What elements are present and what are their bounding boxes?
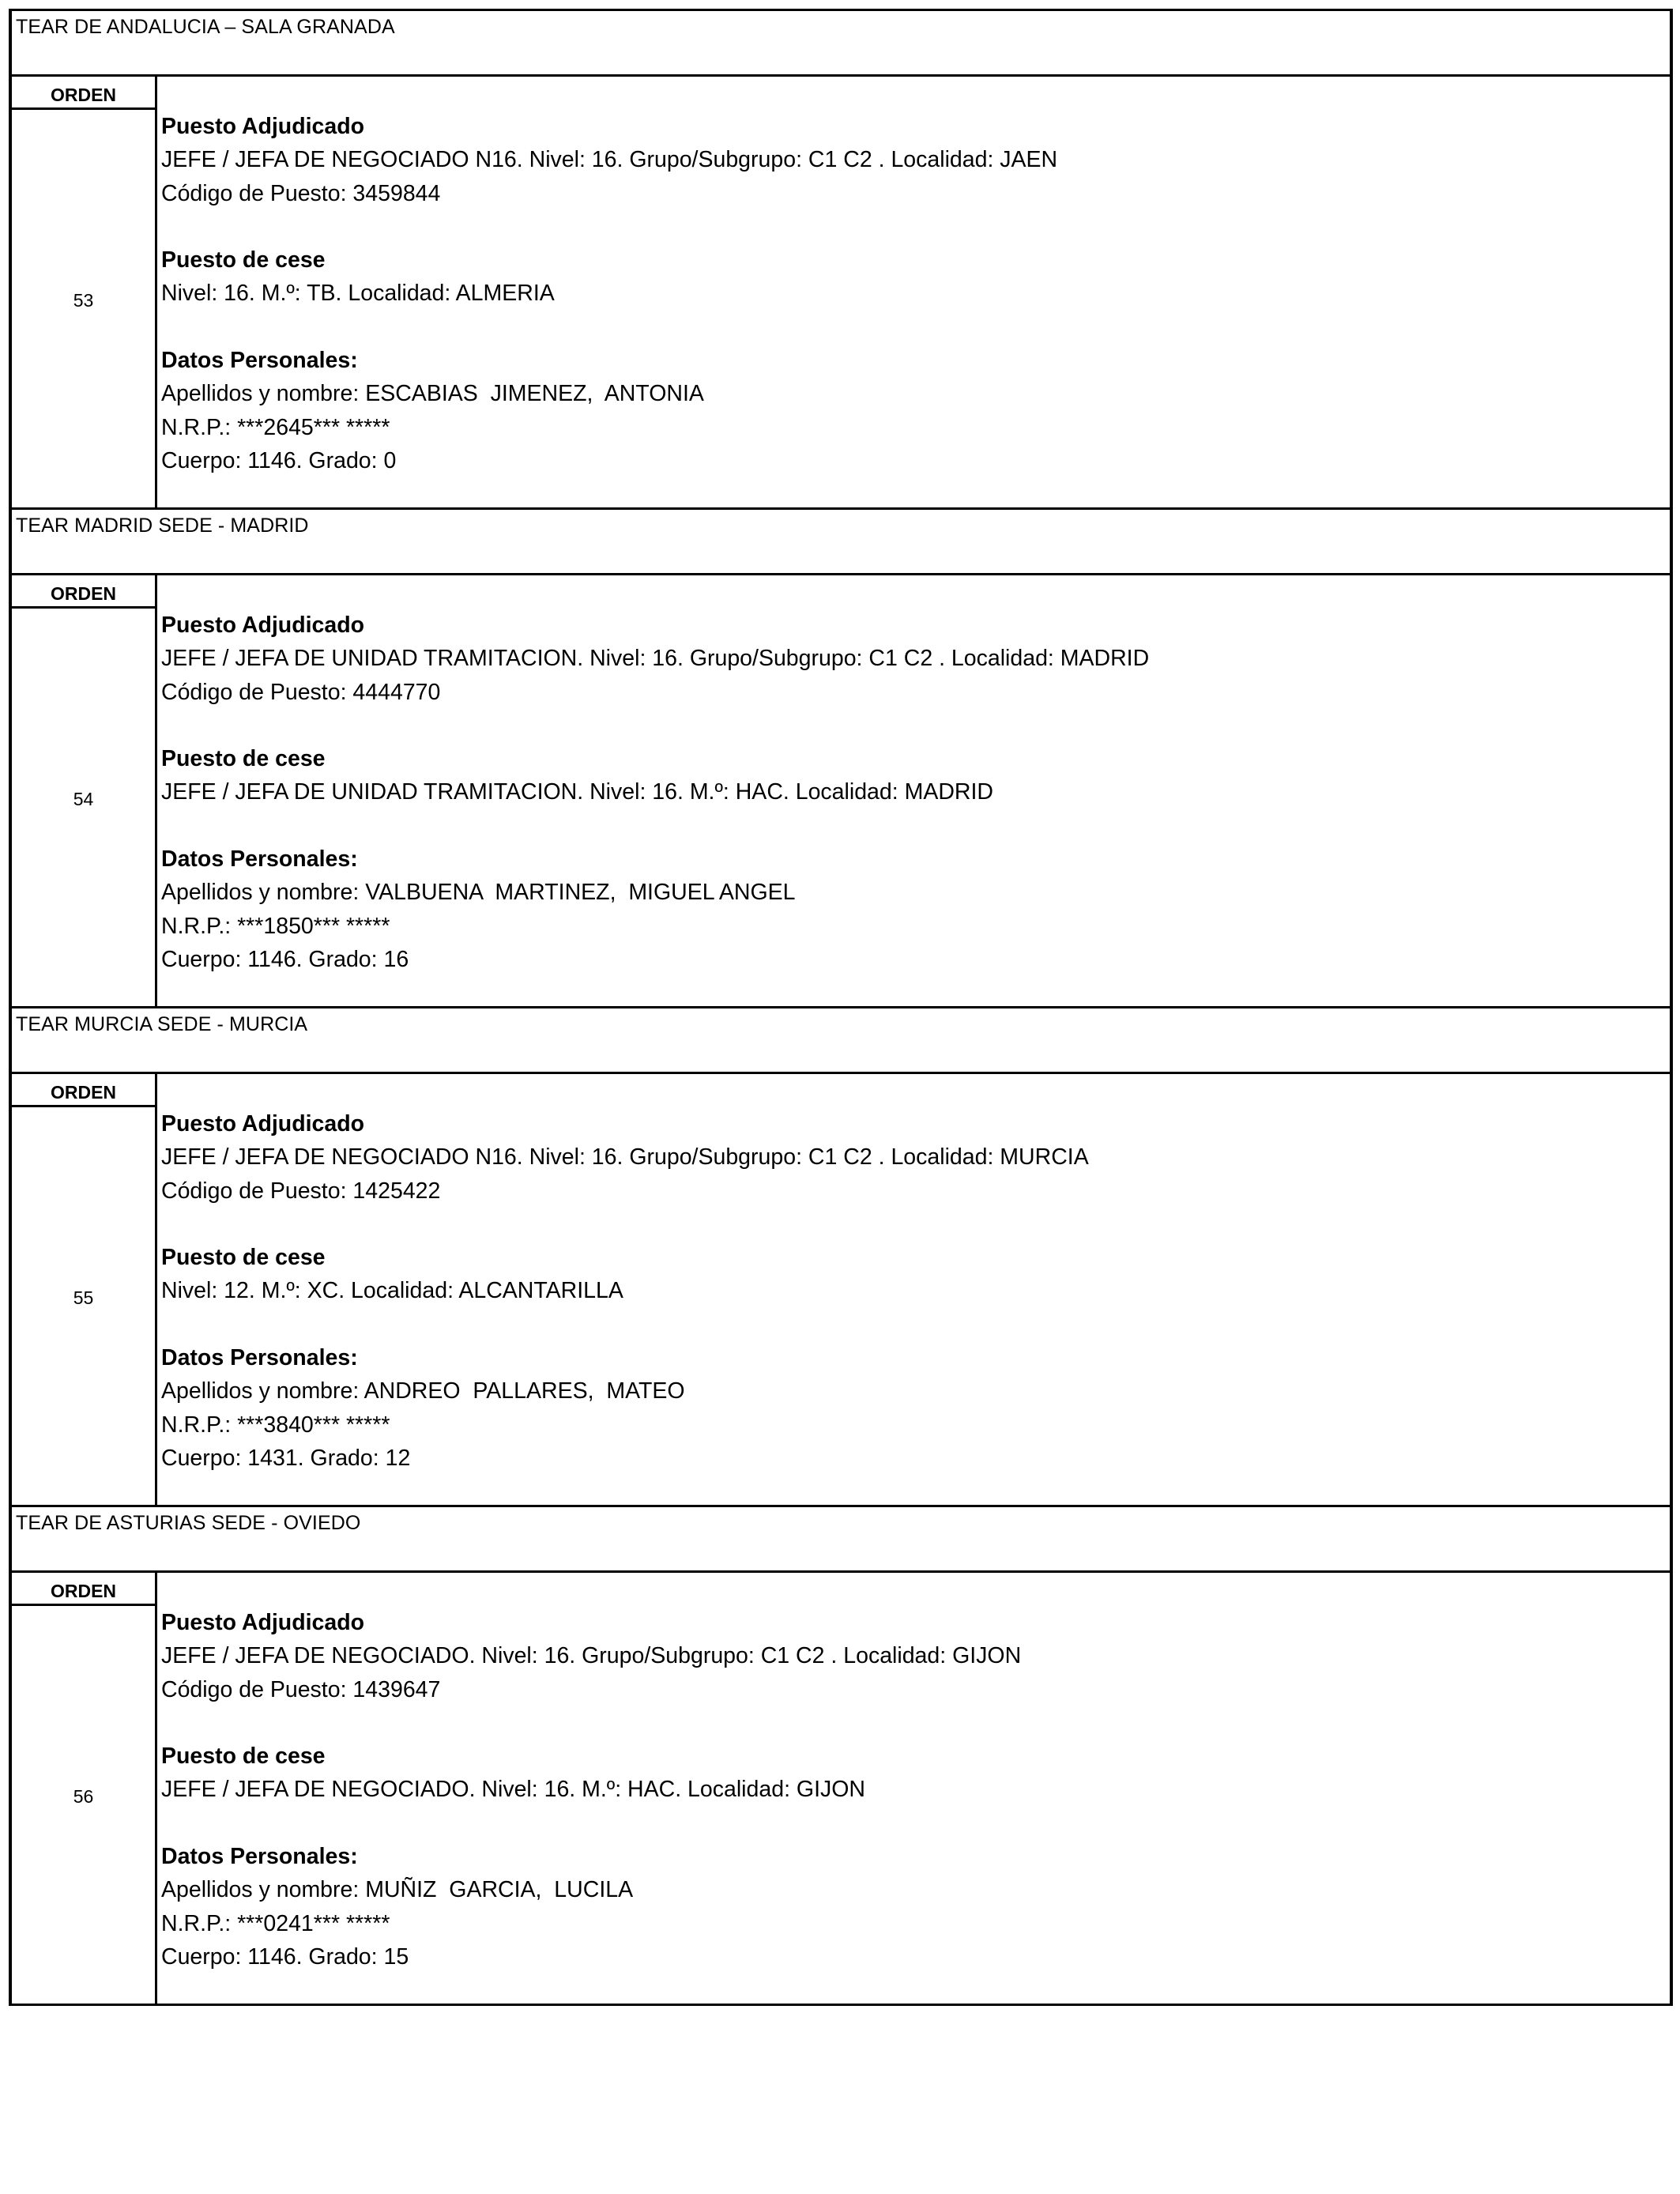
sede-title: TEAR DE ASTURIAS SEDE - OVIEDO	[16, 1512, 361, 1534]
puesto-adjudicado-desc: JEFE / JEFA DE UNIDAD TRAMITACION. Nivel: 16. Grupo/Subgrupo: C1 C2 . Localidad: MADRID	[161, 646, 1150, 672]
orden-number: 55	[73, 1287, 94, 1308]
orden-column	[12, 1573, 157, 2004]
orden-number: 53	[73, 290, 94, 311]
orden-header: ORDEN	[12, 575, 155, 609]
puesto-adjudicado-desc: JEFE / JEFA DE NEGOCIADO N16. Nivel: 16. Grupo/Subgrupo: C1 C2 . Localidad: JAEN	[161, 147, 1058, 173]
cuerpo-grado: Cuerpo: 1431. Grado: 12	[161, 1445, 411, 1471]
entry-row	[12, 77, 1670, 510]
puesto-adjudicado-desc: JEFE / JEFA DE NEGOCIADO. Nivel: 16. Grupo/Subgrupo: C1 C2 . Localidad: GIJON	[161, 1643, 1022, 1669]
nrp: N.R.P.: ***1850*** *****	[161, 913, 390, 939]
puesto-adjudicado-heading: Puesto Adjudicado	[161, 114, 365, 139]
nrp: N.R.P.: ***2645*** *****	[161, 414, 390, 440]
orden-number: 54	[73, 789, 94, 809]
orden-column	[12, 575, 157, 1006]
puesto-adjudicado-desc: JEFE / JEFA DE NEGOCIADO N16. Nivel: 16. Grupo/Subgrupo: C1 C2 . Localidad: MURCIA	[161, 1144, 1089, 1171]
datos-personales-heading: Datos Personales:	[161, 1345, 358, 1371]
codigo-puesto: Código de Puesto: 1425422	[161, 1178, 441, 1204]
sede-header	[12, 11, 1670, 77]
orden-header: ORDEN	[12, 1573, 155, 1606]
sede-header	[12, 510, 1670, 575]
puesto-cese-heading: Puesto de cese	[161, 1744, 326, 1770]
sede-block	[9, 9, 1673, 510]
puesto-cese-desc: Nivel: 16. M.º: TB. Localidad: ALMERIA	[161, 281, 555, 307]
apellidos-nombre: Apellidos y nombre: VALBUENA MARTINEZ, MIGUEL ANGEL	[161, 880, 796, 906]
entry-row	[12, 1573, 1670, 2006]
entry-details	[157, 575, 1670, 1006]
entry-details	[157, 77, 1670, 507]
cuerpo-grado: Cuerpo: 1146. Grado: 0	[161, 447, 397, 473]
puesto-cese-heading: Puesto de cese	[161, 1245, 326, 1271]
datos-personales-heading: Datos Personales:	[161, 1844, 358, 1870]
datos-personales-heading: Datos Personales:	[161, 348, 358, 374]
puesto-adjudicado-heading: Puesto Adjudicado	[161, 1111, 365, 1137]
sede-title: TEAR MURCIA SEDE - MURCIA	[16, 1013, 308, 1035]
puesto-cese-desc: JEFE / JEFA DE NEGOCIADO. Nivel: 16. M.º: HAC. Localidad: GIJON	[161, 1777, 865, 1803]
entry-details	[157, 1074, 1670, 1505]
sede-title: TEAR MADRID SEDE - MADRID	[16, 515, 309, 537]
cuerpo-grado: Cuerpo: 1146. Grado: 16	[161, 946, 409, 972]
nrp: N.R.P.: ***0241*** *****	[161, 1910, 390, 1936]
apellidos-nombre: Apellidos y nombre: ESCABIAS JIMENEZ, ANTONIA	[161, 381, 704, 407]
puesto-adjudicado-heading: Puesto Adjudicado	[161, 1610, 365, 1635]
puesto-cese-heading: Puesto de cese	[161, 746, 326, 772]
puesto-cese-heading: Puesto de cese	[161, 247, 326, 273]
orden-header: ORDEN	[12, 1074, 155, 1107]
orden-number: 56	[73, 1786, 94, 1807]
apellidos-nombre: Apellidos y nombre: ANDREO PALLARES, MATEO	[161, 1378, 685, 1404]
sede-header	[12, 1507, 1670, 1573]
puesto-cese-desc: Nivel: 12. M.º: XC. Localidad: ALCANTARILLA	[161, 1278, 623, 1304]
orden-column	[12, 77, 157, 507]
puesto-adjudicado-heading: Puesto Adjudicado	[161, 613, 365, 638]
entry-details	[157, 1573, 1670, 2004]
datos-personales-heading: Datos Personales:	[161, 846, 358, 873]
apellidos-nombre: Apellidos y nombre: MUÑIZ GARCIA, LUCILA	[161, 1877, 634, 1903]
puesto-cese-desc: JEFE / JEFA DE UNIDAD TRAMITACION. Nivel: 16. M.º: HAC. Localidad: MADRID	[161, 779, 993, 805]
orden-header: ORDEN	[12, 77, 155, 110]
codigo-puesto: Código de Puesto: 3459844	[161, 180, 441, 206]
nrp: N.R.P.: ***3840*** *****	[161, 1412, 390, 1438]
codigo-puesto: Código de Puesto: 1439647	[161, 1676, 441, 1702]
document-table	[9, 9, 1673, 2006]
entry-row	[12, 575, 1670, 1008]
sede-header	[12, 1008, 1670, 1074]
orden-column	[12, 1074, 157, 1505]
sede-block	[9, 510, 1673, 1008]
sede-title: TEAR DE ANDALUCIA – SALA GRANADA	[16, 16, 395, 38]
sede-block	[9, 1507, 1673, 2006]
cuerpo-grado: Cuerpo: 1146. Grado: 15	[161, 1943, 409, 1970]
sede-block	[9, 1008, 1673, 1507]
codigo-puesto: Código de Puesto: 4444770	[161, 679, 441, 705]
entry-row	[12, 1074, 1670, 1507]
